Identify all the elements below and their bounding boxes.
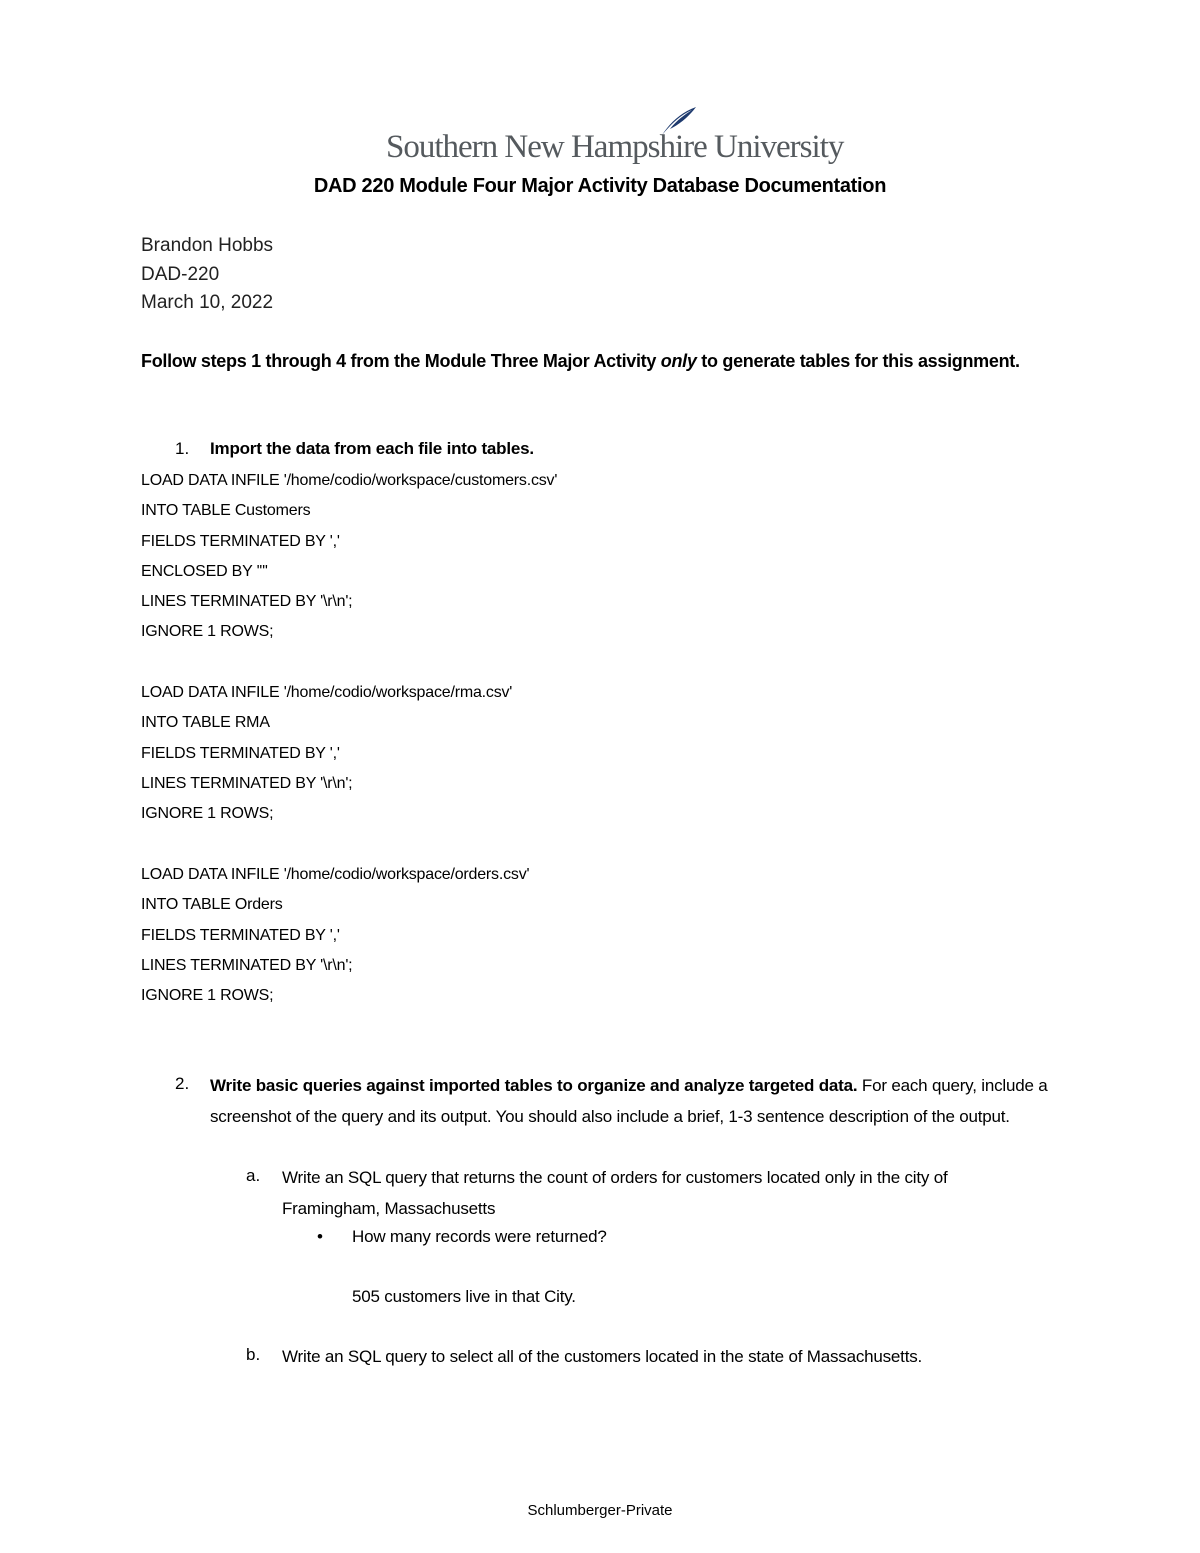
intro-text-before: Follow steps 1 through 4 from the Module Three Major Activity (141, 351, 661, 371)
sub-item-a-marker: a. (246, 1166, 261, 1185)
code-line: LINES TERMINATED BY '\r\n'; (141, 593, 353, 610)
step-2-heading: Write basic queries against imported tables to organize and analyze targeted data. (210, 1076, 858, 1095)
step-2-number: 2. (175, 1074, 190, 1093)
step-1-heading: Import the data from each file into tables. (210, 439, 534, 458)
step-1-number: 1. (175, 439, 190, 458)
quill-icon (658, 105, 698, 137)
code-line: LOAD DATA INFILE '/home/codio/workspace/orders.csv' (141, 866, 530, 883)
code-line: LOAD DATA INFILE '/home/codio/workspace/customers.csv' (141, 472, 558, 489)
document-title: DAD 220 Module Four Major Activity Database Documentation (313, 175, 887, 197)
code-line: INTO TABLE Customers (141, 502, 311, 519)
bullet-dot-icon: • (317, 1227, 323, 1246)
bullet-question: How many records were returned? (352, 1227, 607, 1246)
course-code: DAD-220 (141, 264, 220, 285)
intro-text-after: to generate tables for this assignment. (696, 351, 1020, 371)
author-name: Brandon Hobbs (141, 235, 274, 256)
intro-emphasis: only (660, 351, 697, 371)
code-line: LINES TERMINATED BY '\r\n'; (141, 775, 353, 792)
university-name: Southern New Hampshire University (386, 129, 844, 165)
university-logo (386, 105, 844, 167)
code-line: LINES TERMINATED BY '\r\n'; (141, 957, 353, 974)
code-line: FIELDS TERMINATED BY ',' (141, 745, 340, 762)
step-2-description: For each query, include a screenshot of the query and its output. You should also include a brief, 1-3 sentence description of the output. (210, 1076, 1048, 1126)
sub-item-b-marker: b. (246, 1345, 261, 1364)
answer-text: 505 customers live in that City. (352, 1287, 576, 1306)
code-line: LOAD DATA INFILE '/home/codio/workspace/rma.csv' (141, 684, 513, 701)
code-line: FIELDS TERMINATED BY ',' (141, 927, 340, 944)
code-line: IGNORE 1 ROWS; (141, 987, 274, 1004)
sub-item-a-text: Write an SQL query that returns the count of orders for customers located only in the city of Framingham, Massachusetts (282, 1168, 948, 1218)
code-line: INTO TABLE RMA (141, 714, 270, 731)
document-date: March 10, 2022 (141, 292, 274, 313)
code-line: FIELDS TERMINATED BY ',' (141, 533, 340, 550)
step-2-paragraph (210, 1071, 1050, 1132)
code-line: INTO TABLE Orders (141, 896, 283, 913)
intro-instruction (141, 346, 1021, 376)
code-line: ENCLOSED BY '"' (141, 563, 268, 580)
code-line: IGNORE 1 ROWS; (141, 623, 274, 640)
code-line: IGNORE 1 ROWS; (141, 805, 274, 822)
sub-item-b-text: Write an SQL query to select all of the customers located in the state of Massachusetts. (282, 1347, 923, 1366)
footer-classification: Schlumberger-Private (527, 1502, 673, 1519)
